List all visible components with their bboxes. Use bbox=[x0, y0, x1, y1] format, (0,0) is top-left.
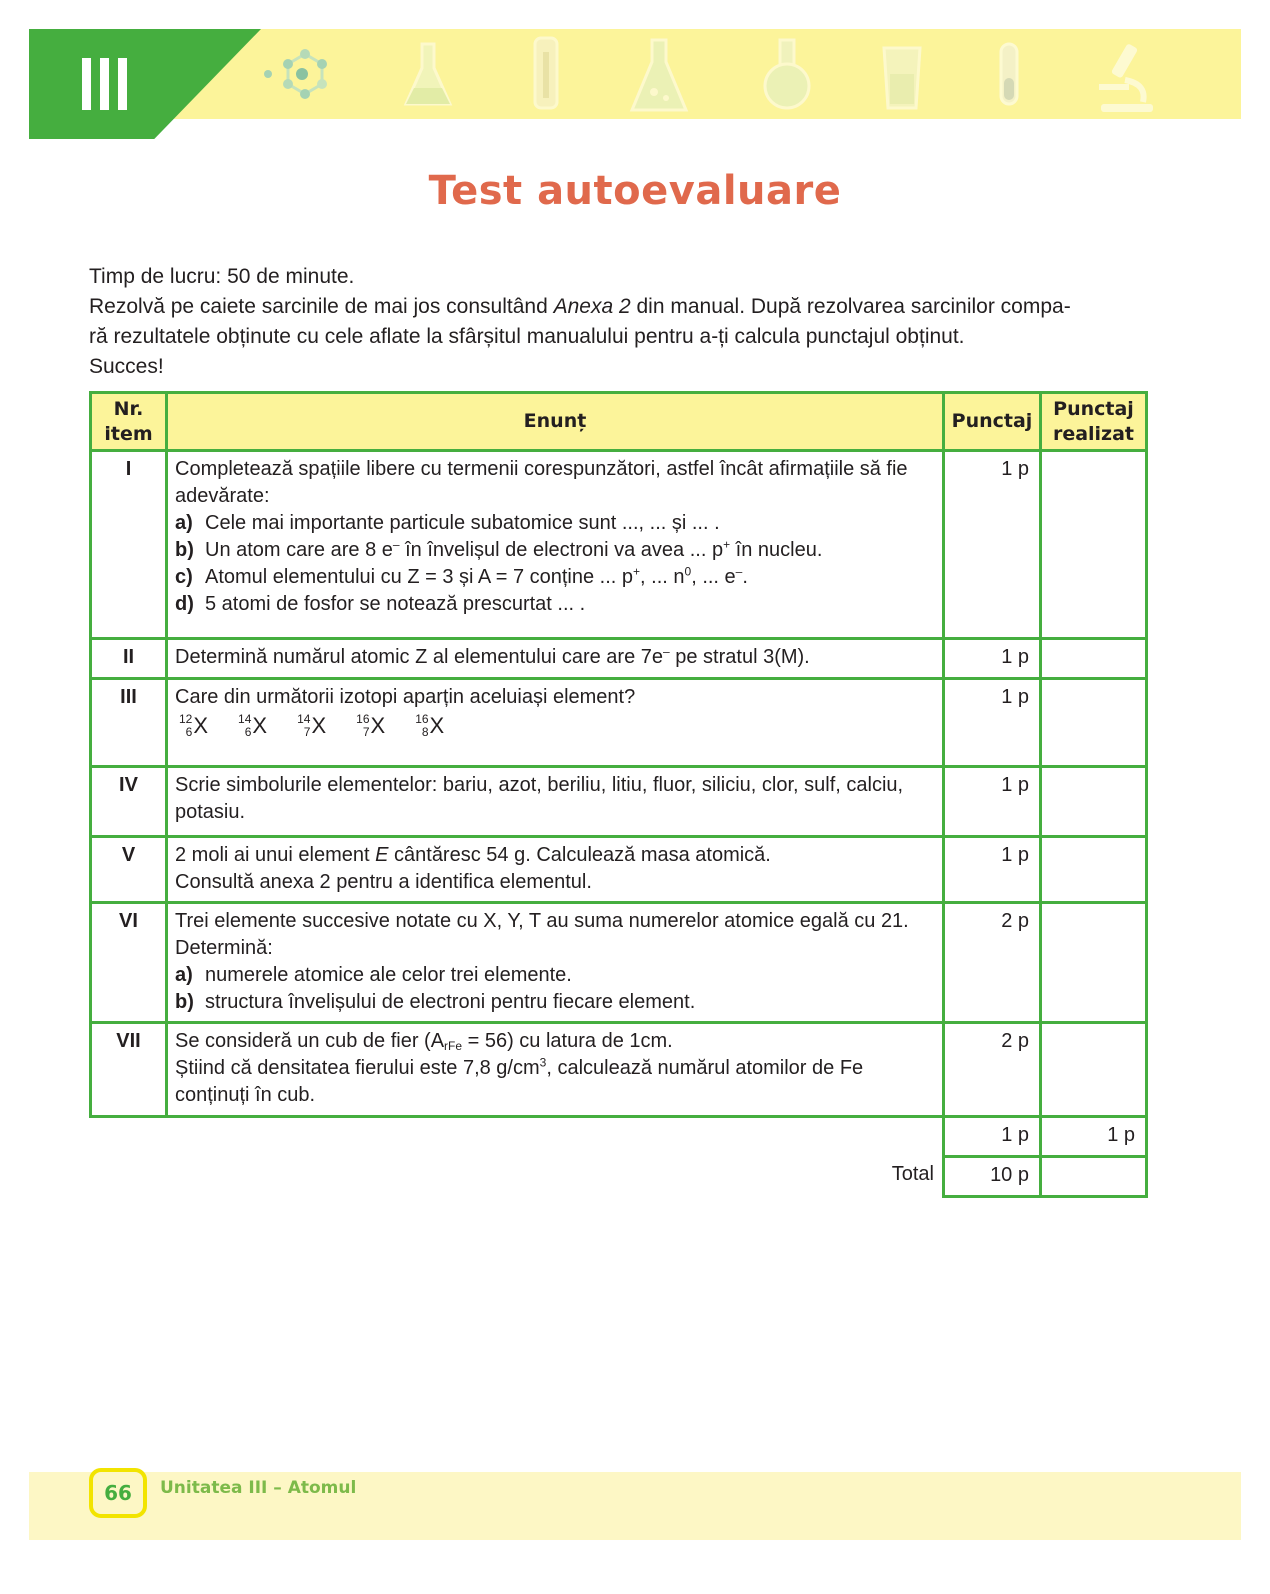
item-points: 1 p bbox=[944, 767, 1041, 837]
element-symbol: X bbox=[370, 713, 386, 738]
item-points: 1 p bbox=[944, 837, 1041, 903]
instructions bbox=[89, 292, 1169, 322]
element-symbol: X bbox=[193, 713, 209, 738]
test-table bbox=[89, 391, 1148, 1198]
page-title: Test autoevaluare bbox=[428, 168, 842, 214]
office-points-row bbox=[91, 1117, 1147, 1157]
success-message: Succes! bbox=[89, 355, 164, 378]
item-statement: Scrie simbolurile elementelor: bariu, azot, beriliu, litiu, fluor, siliciu, clor, sulf, calciu, potasiu. bbox=[167, 767, 944, 837]
item-points: 1 p bbox=[944, 679, 1041, 767]
office-points: 1 p bbox=[944, 1117, 1041, 1157]
conical-flask-icon bbox=[632, 40, 686, 110]
mass-number: 14 bbox=[297, 712, 311, 726]
atomic-number: 6 bbox=[185, 725, 193, 739]
page-number: 66 bbox=[89, 1468, 147, 1518]
item-points: 2 p bbox=[944, 903, 1041, 1023]
unit-numeral bbox=[82, 58, 136, 110]
atomic-number: 7 bbox=[362, 725, 370, 739]
item-number: III bbox=[91, 679, 167, 767]
item-number: VII bbox=[91, 1023, 167, 1117]
table-header-row bbox=[91, 393, 1147, 451]
atomic-number: 7 bbox=[303, 725, 311, 739]
element-symbol: X bbox=[252, 713, 268, 738]
item-statement bbox=[167, 451, 944, 639]
header-statement: Enunț bbox=[167, 393, 944, 451]
intro bbox=[89, 262, 1169, 382]
item-achieved bbox=[1041, 679, 1147, 767]
table-row bbox=[91, 1023, 1147, 1117]
total-row bbox=[91, 1157, 1147, 1197]
isotope-list bbox=[175, 713, 935, 739]
header-points: Punctaj bbox=[944, 393, 1041, 451]
header-icons bbox=[260, 34, 1160, 118]
item-achieved bbox=[1041, 1023, 1147, 1117]
mass-number: 12 bbox=[179, 712, 193, 726]
item-number: I bbox=[91, 451, 167, 639]
beaker-icon bbox=[884, 48, 920, 108]
header-achieved: Punctaj realizat bbox=[1041, 393, 1147, 451]
molecule-icon bbox=[264, 49, 327, 99]
item-points: 2 p bbox=[944, 1023, 1041, 1117]
isotope-numbers bbox=[415, 713, 428, 739]
table-row bbox=[91, 451, 1147, 639]
work-time: Timp de lucru: 50 de minute. bbox=[89, 265, 355, 288]
item-number: VI bbox=[91, 903, 167, 1023]
item-statement: Trei elemente succesive notate cu X, Y, T au suma numerelor atomice egală cu 21. Determină: a) numerele atomice ale celor trei elemente. b) structura învelișului de electroni pentru fiecare element. bbox=[167, 903, 944, 1023]
item-achieved bbox=[1041, 451, 1147, 639]
isotope-notation bbox=[179, 713, 208, 739]
isotope-numbers bbox=[356, 713, 369, 739]
total-label: Total bbox=[891, 1162, 934, 1185]
element-symbol: X bbox=[311, 713, 327, 738]
erlenmeyer-flask-icon bbox=[406, 44, 450, 104]
item-number: II bbox=[91, 639, 167, 679]
atomic-number: 6 bbox=[244, 725, 252, 739]
round-flask-icon bbox=[765, 40, 809, 108]
item-achieved bbox=[1041, 903, 1147, 1023]
office-achieved: 1 p bbox=[1041, 1117, 1147, 1157]
item-statement: 2 moli ai unui element E cântăresc 54 g. Calculează masa atomică. Consultă anexa 2 pentru a identifica elementul. bbox=[167, 837, 944, 903]
item-statement: Determină numărul atomic Z al elementului care are 7e– pe stratul 3(M). bbox=[167, 639, 944, 679]
annex-ref: Anexa 2 bbox=[553, 295, 631, 318]
isotope-numbers bbox=[179, 713, 192, 739]
microscope-icon bbox=[1099, 43, 1153, 112]
item-points: 1 p bbox=[944, 639, 1041, 679]
table-row bbox=[91, 903, 1147, 1023]
item-achieved bbox=[1041, 767, 1147, 837]
item-statement: Se consideră un cub de fier $(A_{rFe} = 56)$ cu latura de 1cm. Știind că densitatea fierului este 7,8 $g/cm^3$, calculează numărul atomilor de Fe conținuți în cub. bbox=[167, 1023, 944, 1117]
table-row bbox=[91, 639, 1147, 679]
atomic-number: 8 bbox=[421, 725, 429, 739]
thermometer-icon bbox=[535, 38, 557, 108]
item-number: IV bbox=[91, 767, 167, 837]
isotope-notation bbox=[238, 713, 267, 739]
isotope-numbers bbox=[297, 713, 310, 739]
footer-unit-title: Unitatea III – Atomul bbox=[160, 1478, 357, 1498]
table-row bbox=[91, 679, 1147, 767]
item-number: V bbox=[91, 837, 167, 903]
mass-number: 16 bbox=[415, 712, 429, 726]
item-statement bbox=[167, 679, 944, 767]
test-tube-icon bbox=[1001, 44, 1017, 104]
item-points: 1 p bbox=[944, 451, 1041, 639]
header-nr: Nr. item bbox=[91, 393, 167, 451]
mass-number: 16 bbox=[356, 712, 370, 726]
total-achieved bbox=[1041, 1157, 1147, 1197]
instructions-line2: ră rezultatele obținute cu cele aflate la sfârșitul manualului pentru a-ți calcula punctajul obținut. bbox=[89, 325, 965, 348]
sub-item-a: a) Cele mai importante particule subatomice sunt ..., ... și ... . bbox=[175, 512, 720, 534]
isotope-numbers bbox=[238, 713, 251, 739]
element-symbol: X bbox=[429, 713, 445, 738]
isotope-notation bbox=[297, 713, 326, 739]
isotope-notation bbox=[356, 713, 385, 739]
instructions-text: Rezolvă pe caiete sarcinile de mai jos consultând bbox=[89, 295, 554, 318]
table-row bbox=[91, 767, 1147, 837]
isotope-notation bbox=[415, 713, 444, 739]
instructions-text: din manual. După rezolvarea sarcinilor compa- bbox=[630, 295, 1071, 318]
table-row bbox=[91, 837, 1147, 903]
sub-item-a: a) numerele atomice ale celor trei elemente. bbox=[175, 964, 572, 986]
item-achieved bbox=[1041, 837, 1147, 903]
sub-item-d: d) 5 atomi de fosfor se notează prescurtat ... . bbox=[175, 593, 586, 615]
mass-number: 14 bbox=[238, 712, 252, 726]
item-intro: Completează spațiile libere cu termenii corespunzători, astfel încât afirmațiile să fie adevărate: bbox=[175, 458, 908, 507]
item-achieved bbox=[1041, 639, 1147, 679]
total-points: 10 p bbox=[944, 1157, 1041, 1197]
sub-item-b: b) structura învelișului de electroni pentru fiecare element. bbox=[175, 991, 696, 1013]
sub-item-b: b) Un atom care are 8 e– în învelișul de electroni va avea ... p+ în nucleu. bbox=[175, 537, 823, 561]
item-question: Care din următorii izotopi aparțin aceluiași element? bbox=[175, 686, 636, 708]
sub-item-c: c) Atomul elementului cu Z = 3 și A = 7 conține ... p+, ... $n^0$, ... e–. bbox=[175, 564, 748, 588]
